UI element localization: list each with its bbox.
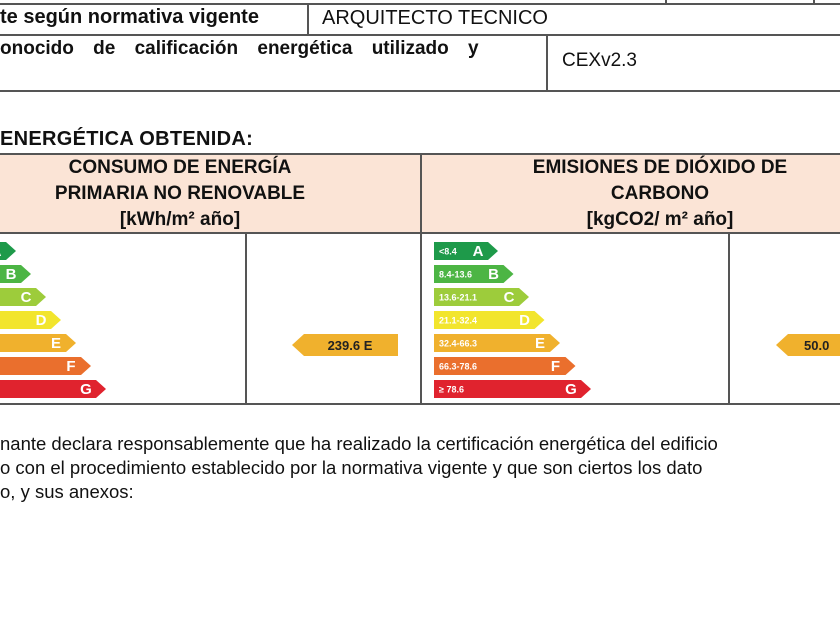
emisiones-header-line-1: EMISIONES DE DIÓXIDO DE <box>532 157 788 178</box>
top-table-col-divider-2 <box>546 34 548 90</box>
consumo-rating-f <box>0 357 93 380</box>
emisiones-rating-range-d: 21.1-32.4 <box>439 315 478 326</box>
emisiones-rating-letter-a: A <box>472 243 484 260</box>
emisiones-result-tag <box>776 334 840 356</box>
consumo-rating-letter-a <box>0 243 2 260</box>
top-table-col-divider-1b <box>665 0 667 4</box>
emisiones-rating-letter-f: F <box>550 358 561 375</box>
emisiones-rating-letter-d: D <box>519 312 530 329</box>
emisiones-rating-range-f: 66.3-78.6 <box>439 361 478 372</box>
emisiones-rating-letter-e: E <box>534 335 546 352</box>
emisiones-rating-c <box>434 288 531 311</box>
emisiones-rating-range-c: 13.6-21.1 <box>439 292 478 303</box>
emisiones-rating-range-b: 8.4-13.6 <box>439 269 473 280</box>
emisiones-rating-letter-c: C <box>503 289 515 306</box>
program-value: CEXv2.3 <box>562 50 637 71</box>
consumo-scale-divider <box>245 232 247 404</box>
emisiones-rating-d <box>434 311 547 334</box>
top-table-col-divider-1 <box>307 3 309 34</box>
consumo-result-arrow <box>292 334 398 356</box>
consumo-header-line-1: CONSUMO DE ENERGÍA <box>68 157 292 178</box>
consumo-rating-b <box>0 265 33 288</box>
emisiones-rating-range-e: 32.4-66.3 <box>439 338 478 349</box>
declaration-text <box>0 432 718 504</box>
emisiones-rating-letter-b: B <box>488 266 499 283</box>
emisiones-rating-e <box>434 334 562 357</box>
emisiones-result-arrow <box>776 334 840 356</box>
declaration-line-3: o, y sus anexos: <box>0 481 134 502</box>
consumo-rating-letter-g: G <box>80 381 92 398</box>
emisiones-result-value: 50.0 <box>804 338 830 353</box>
declaration-line-1: nante declara responsablemente que ha realizado la certificación energética del edificio <box>0 433 718 454</box>
section-title: ENERGÉTICA OBTENIDA: <box>0 128 254 150</box>
qualification-value: ARQUITECTO TECNICO <box>322 7 548 29</box>
emisiones-header-line-3: [kgCO2/ m² año] <box>586 209 734 230</box>
consumo-rating-letter-d: D <box>35 312 47 329</box>
emisiones-scale-divider <box>728 232 730 404</box>
consumo-rating-letter-b: B <box>5 266 17 283</box>
consumo-rating-letter-c: C <box>20 289 32 306</box>
top-table-border-top <box>0 3 840 5</box>
emisiones-rating-letter-g: G <box>565 381 577 398</box>
top-table-col-divider-1c <box>813 0 815 4</box>
declaration-line-2: o con el procedimiento establecido por la normativa vigente y que son ciertos los dato <box>0 457 703 478</box>
emisiones-rating-range-g: ≥ 78.6 <box>439 384 464 395</box>
consumo-rating-a <box>0 242 18 265</box>
consumo-rating-g <box>0 380 108 403</box>
emisiones-header <box>500 155 820 233</box>
emisiones-rating-f <box>434 357 578 380</box>
consumo-rating-c <box>0 288 48 311</box>
consumo-rating-e <box>0 334 78 357</box>
consumo-rating-letter-e: E <box>50 335 62 352</box>
consumo-header <box>20 155 340 233</box>
top-table-row-divider <box>0 34 840 36</box>
program-label: onocido de calificación energética utilizado y <box>0 38 479 59</box>
emisiones-rating-a <box>434 242 500 265</box>
consumo-header-line-3: [kWh/m² año] <box>119 209 241 230</box>
consumo-rating-letter-f: F <box>66 358 76 375</box>
consumo-result-tag <box>292 334 398 356</box>
emisiones-rating-range-a: <8.4 <box>439 246 457 257</box>
emisiones-rating-b <box>434 265 516 288</box>
top-table-border-bottom <box>0 90 840 92</box>
qualification-label: te según normativa vigente <box>0 6 259 28</box>
rating-table-mid-divider <box>420 153 422 404</box>
emisiones-rating-g <box>434 380 593 403</box>
consumo-header-line-2: PRIMARIA NO RENOVABLE <box>54 183 306 204</box>
emisiones-header-line-2: CARBONO <box>610 183 710 204</box>
consumo-rating-d <box>0 311 63 334</box>
consumo-result-value: 239.6 E <box>327 338 373 353</box>
